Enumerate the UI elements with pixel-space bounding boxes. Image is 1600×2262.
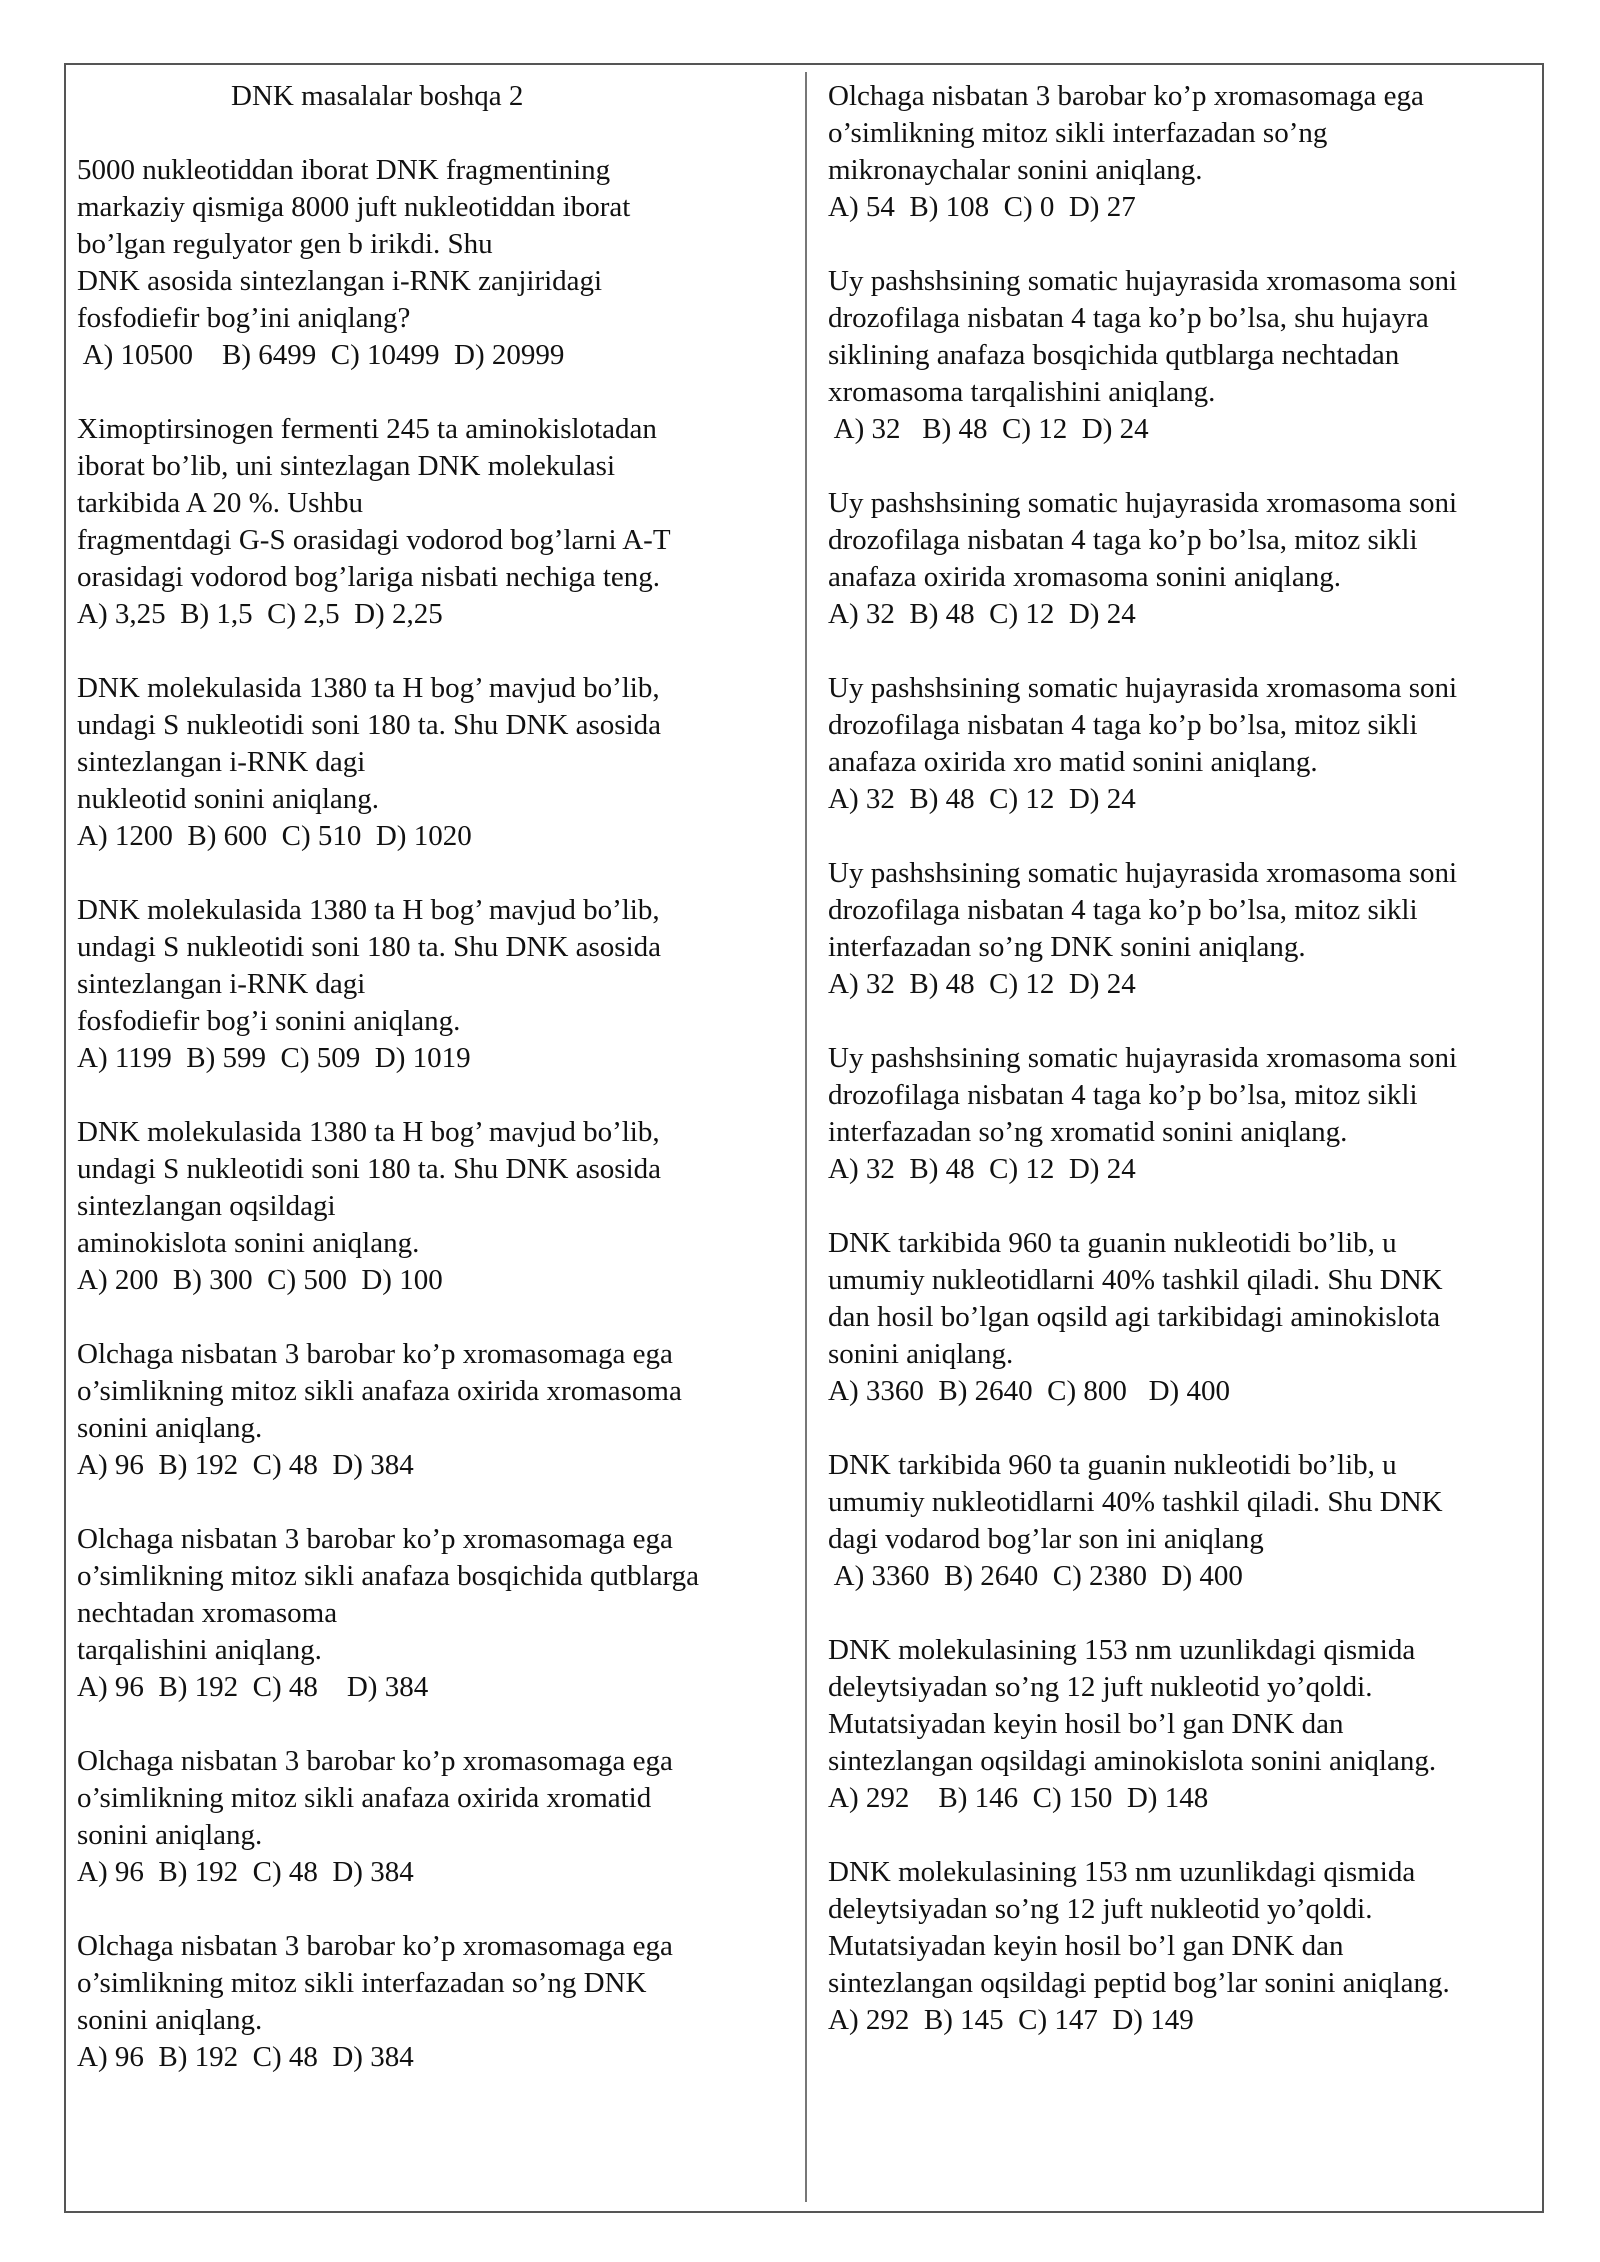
question-text-line: umumiy nukleotidlarni 40% tashkil qiladi. Shu DNK [828,1486,1443,1518]
question-block [77,1114,797,1299]
question-block [77,892,797,1077]
answer-options: A) 96 B) 192 C) 48 D) 384 [77,2041,414,2073]
right-column [828,78,1528,2076]
question-block [77,1521,797,1706]
answer-options: A) 96 B) 192 C) 48 D) 384 [77,1449,414,1481]
page-title: DNK masalalar boshqa 2 [231,80,524,112]
answer-options: A) 32 B) 48 C) 12 D) 24 [828,598,1136,630]
question-text-line: Mutatsiyadan keyin hosil bo’l gan DNK dan [828,1930,1344,1962]
question-text-line: DNK tarkibida 960 ta guanin nukleotidi bo’lib, u [828,1449,1397,1481]
answer-options: A) 32 B) 48 C) 12 D) 24 [828,1153,1136,1185]
question-text-line: tarqalishini aniqlang. [77,1634,322,1666]
question-block [77,670,797,855]
question-text-line: anafaza oxirida xromasoma sonini aniqlang. [828,561,1341,593]
question-block [77,411,797,633]
answer-options: A) 32 B) 48 C) 12 D) 24 [828,413,1149,445]
question-text-line: bo’lgan regulyator gen b irikdi. Shu [77,228,493,260]
question-block [77,1336,797,1484]
question-text-line: Olchaga nisbatan 3 barobar ko’p xromasomaga ega [77,1338,673,1370]
question-block [828,485,1528,633]
question-text-line: interfazadan so’ng xromatid sonini aniqlang. [828,1116,1348,1148]
question-text-line: tarkibida A 20 %. Ushbu [77,487,363,519]
question-block [828,670,1528,818]
question-text-line: o’simlikning mitoz sikli interfazadan so’ng DNK [77,1967,647,1999]
question-text-line: Mutatsiyadan keyin hosil bo’l gan DNK dan [828,1708,1344,1740]
question-text-line: Ximoptirsinogen fermenti 245 ta aminokislotadan [77,413,657,445]
question-text-line: o’simlikning mitoz sikli anafaza bosqichida qutblarga [77,1560,700,1592]
question-text-line: siklining anafaza bosqichida qutblarga nechtadan [828,339,1400,371]
question-text-line: Uy pashshsining somatic hujayrasida xromasoma soni [828,857,1458,889]
answer-options: A) 54 B) 108 C) 0 D) 27 [828,191,1136,223]
question-text-line: Uy pashshsining somatic hujayrasida xromasoma soni [828,1042,1458,1074]
question-block [828,855,1528,1003]
question-text-line: dagi vodarod bog’lar son ini aniqlang [828,1523,1264,1555]
question-text-line: interfazadan so’ng DNK sonini aniqlang. [828,931,1306,963]
question-text-line: DNK molekulasining 153 nm uzunlikdagi qismida [828,1634,1416,1666]
question-block [77,1743,797,1891]
answer-options: A) 3360 B) 2640 C) 800 D) 400 [828,1375,1230,1407]
question-block [828,1225,1528,1410]
question-text-line: dan hosil bo’lgan oqsild agi tarkibidagi aminokislota [828,1301,1441,1333]
question-text-line: sonini aniqlang. [77,1412,263,1444]
answer-options: A) 96 B) 192 C) 48 D) 384 [77,1856,414,1888]
column-divider [805,72,807,2202]
answer-options: A) 10500 B) 6499 C) 10499 D) 20999 [77,339,565,371]
question-block [828,263,1528,448]
question-text-line: sonini aniqlang. [77,1819,263,1851]
answer-options: A) 96 B) 192 C) 48 D) 384 [77,1671,429,1703]
answer-options: A) 1200 B) 600 C) 510 D) 1020 [77,820,472,852]
question-text-line: sintezlangan i-RNK dagi [77,968,366,1000]
question-text-line: 5000 nukleotiddan iborat DNK fragmentining [77,154,611,186]
answer-options: A) 1199 B) 599 C) 509 D) 1019 [77,1042,471,1074]
question-text-line: undagi S nukleotidi soni 180 ta. Shu DNK asosida [77,709,662,741]
question-block [828,1447,1528,1595]
question-text-line: Olchaga nisbatan 3 barobar ko’p xromasomaga ega [77,1745,673,1777]
question-text-line: Uy pashshsining somatic hujayrasida xromasoma soni [828,487,1458,519]
question-block [77,1928,797,2076]
question-text-line: sintezlangan oqsildagi aminokislota sonini aniqlang. [828,1745,1437,1777]
answer-options: A) 292 B) 146 C) 150 D) 148 [828,1782,1209,1814]
answer-options: A) 292 B) 145 C) 147 D) 149 [828,2004,1194,2036]
question-text-line: undagi S nukleotidi soni 180 ta. Shu DNK asosida [77,931,662,963]
question-text-line: DNK molekulasida 1380 ta H bog’ mavjud bo’lib, [77,672,660,704]
question-text-line: sintezlangan oqsildagi [77,1190,336,1222]
question-block [828,1040,1528,1188]
question-text-line: DNK molekulasida 1380 ta H bog’ mavjud bo’lib, [77,1116,660,1148]
question-text-line: mikronaychalar sonini aniqlang. [828,154,1203,186]
question-text-line: undagi S nukleotidi soni 180 ta. Shu DNK asosida [77,1153,662,1185]
question-text-line: iborat bo’lib, uni sintezlagan DNK molekulasi [77,450,616,482]
question-block [828,78,1528,226]
question-text-line: drozofilaga nisbatan 4 taga ko’p bo’lsa, mitoz sikli [828,894,1418,926]
question-text-line: Uy pashshsining somatic hujayrasida xromasoma soni [828,672,1458,704]
question-text-line: aminokislota sonini aniqlang. [77,1227,420,1259]
question-text-line: deleytsiyadan so’ng 12 juft nukleotid yo’qoldi. [828,1893,1373,1925]
question-text-line: Uy pashshsining somatic hujayrasida xromasoma soni [828,265,1458,297]
question-text-line: nukleotid sonini aniqlang. [77,783,380,815]
question-block [828,1632,1528,1817]
question-text-line: sintezlangan i-RNK dagi [77,746,366,778]
question-text-line: o’simlikning mitoz sikli interfazadan so’ng [828,117,1328,149]
question-text-line: orasidagi vodorod bog’lariga nisbati nechiga teng. [77,561,661,593]
question-text-line: Olchaga nisbatan 3 barobar ko’p xromasomaga ega [828,80,1424,112]
question-text-line: drozofilaga nisbatan 4 taga ko’p bo’lsa, mitoz sikli [828,709,1418,741]
question-text-line: umumiy nukleotidlarni 40% tashkil qiladi. Shu DNK [828,1264,1443,1296]
question-text-line: o’simlikning mitoz sikli anafaza oxirida xromatid [77,1782,652,1814]
question-block [828,1854,1528,2039]
question-text-line: sonini aniqlang. [828,1338,1014,1370]
answer-options: A) 3360 B) 2640 C) 2380 D) 400 [828,1560,1243,1592]
question-text-line: Olchaga nisbatan 3 barobar ko’p xromasomaga ega [77,1523,673,1555]
question-text-line: anafaza oxirida xro matid sonini aniqlang. [828,746,1318,778]
question-text-line: fosfodiefir bog’ini aniqlang? [77,302,411,334]
question-text-line: DNK asosida sintezlangan i-RNK zanjiridagi [77,265,603,297]
question-text-line: drozofilaga nisbatan 4 taga ko’p bo’lsa, shu hujayra [828,302,1429,334]
question-text-line: drozofilaga nisbatan 4 taga ko’p bo’lsa, mitoz sikli [828,524,1418,556]
answer-options: A) 32 B) 48 C) 12 D) 24 [828,968,1136,1000]
question-block [77,152,797,374]
question-text-line: sonini aniqlang. [77,2004,263,2036]
answer-options: A) 32 B) 48 C) 12 D) 24 [828,783,1136,815]
question-text-line: DNK molekulasining 153 nm uzunlikdagi qismida [828,1856,1416,1888]
question-text-line: sintezlangan oqsildagi peptid bog’lar sonini aniqlang. [828,1967,1450,1999]
question-text-line: xromasoma tarqalishini aniqlang. [828,376,1216,408]
question-text-line: nechtadan xromasoma [77,1597,338,1629]
question-text-line: deleytsiyadan so’ng 12 juft nukleotid yo’qoldi. [828,1671,1373,1703]
question-text-line: markaziy qismiga 8000 juft nukleotiddan iborat [77,191,631,223]
question-text-line: Olchaga nisbatan 3 barobar ko’p xromasomaga ega [77,1930,673,1962]
answer-options: A) 3,25 B) 1,5 C) 2,5 D) 2,25 [77,598,443,630]
question-text-line: fragmentdagi G-S orasidagi vodorod bog’larni A-T [77,524,671,556]
left-column [77,78,797,2113]
question-text-line: DNK molekulasida 1380 ta H bog’ mavjud bo’lib, [77,894,660,926]
answer-options: A) 200 B) 300 C) 500 D) 100 [77,1264,443,1296]
question-text-line: DNK tarkibida 960 ta guanin nukleotidi bo’lib, u [828,1227,1397,1259]
question-text-line: drozofilaga nisbatan 4 taga ko’p bo’lsa, mitoz sikli [828,1079,1418,1111]
question-text-line: o’simlikning mitoz sikli anafaza oxirida xromasoma [77,1375,682,1407]
question-text-line: fosfodiefir bog’i sonini aniqlang. [77,1005,461,1037]
